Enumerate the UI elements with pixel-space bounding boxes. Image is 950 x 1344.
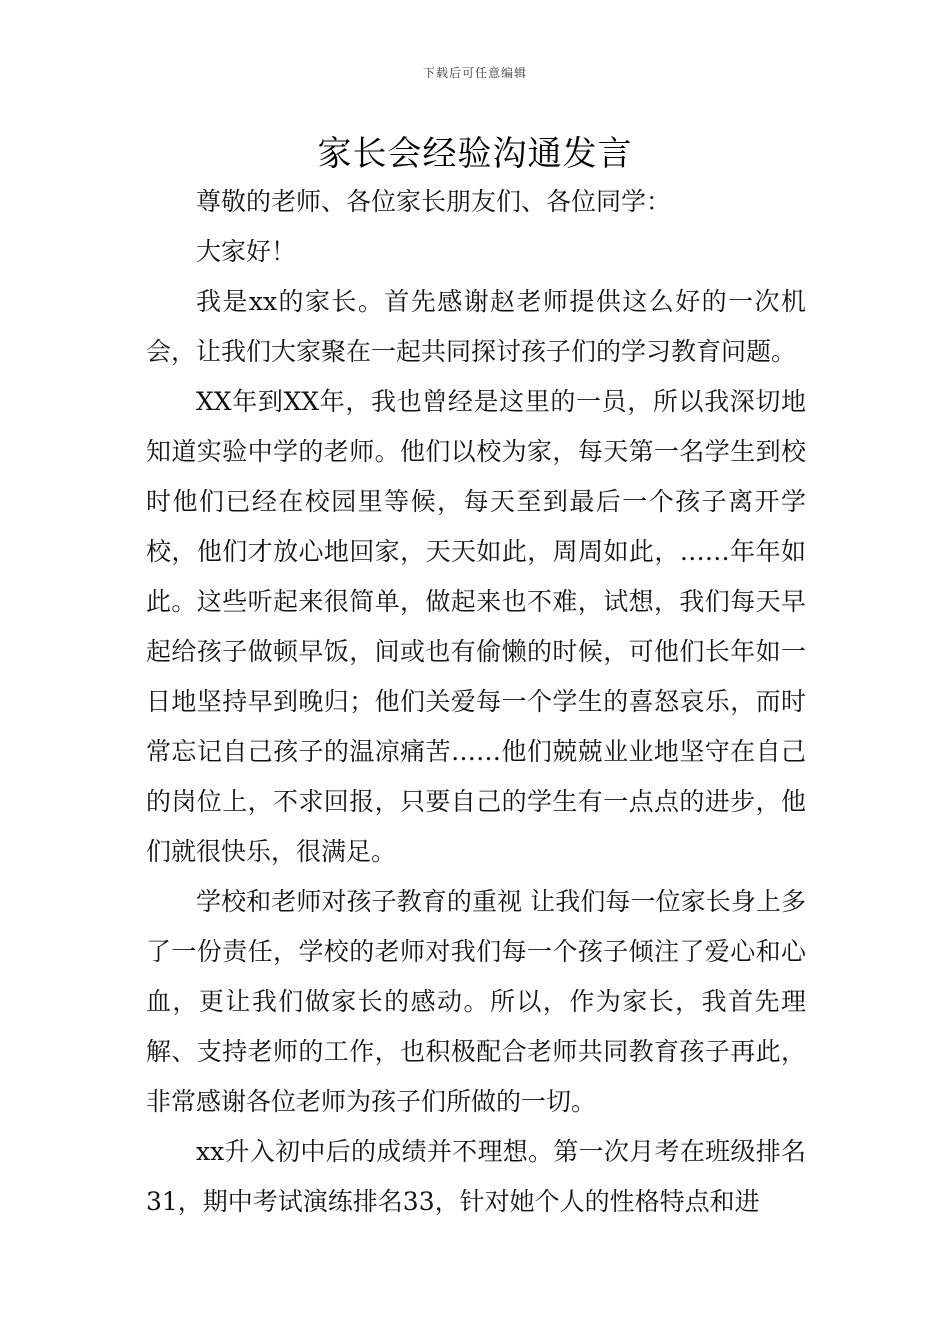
salutation-paragraph: 尊敬的老师、各位家长朋友们、各位同学： [196,187,672,216]
document-title: 家长会经验沟通发言 [317,134,633,174]
document-body [146,177,806,1227]
body-paragraph: XX年到XX年，我也曾经是这里的一员，所以我深切地知道实验中学的老师。他们以校为家，每天第一名学生到校时他们已经在校园里等候，每天至到最后一个孩子离开学校，他们才放心地回家，天天如此，周周如此，……年年如此。这些听起来很简单，做起来也不难，试想，我们每天早起给孩子做顿早饭，间或也有偷懒的时候，可他们长年如一日地坚持早到晚归；他们关爱每一个学生的喜怒哀乐，而时常忘记自己孩子的温凉痛苦……他们兢兢业业地坚守在自己的岗位上，不求回报，只要自己的学生有一点点的进步，他们就很快乐，很满足。 [146,387,806,866]
body-paragraph: xx升入初中后的成绩并不理想。第一次月考在班级排名31，期中考试演练排名33，针对她个人的性格特点和进 [146,1137,806,1216]
body-paragraph: 我是xx的家长。首先感谢赵老师提供这么好的一次机会，让我们大家聚在一起共同探讨孩子们的学习教育问题。 [146,287,806,366]
header-note: 下载后可任意编辑 [422,66,527,80]
greeting-paragraph: 大家好！ [196,237,297,266]
body-paragraph: 学校和老师对孩子教育的重视 让我们每一位家长身上多了一份责任，学校的老师对我们每一个孩子倾注了爱心和心血，更让我们做家长的感动。所以，作为家长，我首先理解、支持老师的工作，也积极配合老师共同教育孩子再此，非常感谢各位老师为孩子们所做的一切。 [146,887,806,1116]
